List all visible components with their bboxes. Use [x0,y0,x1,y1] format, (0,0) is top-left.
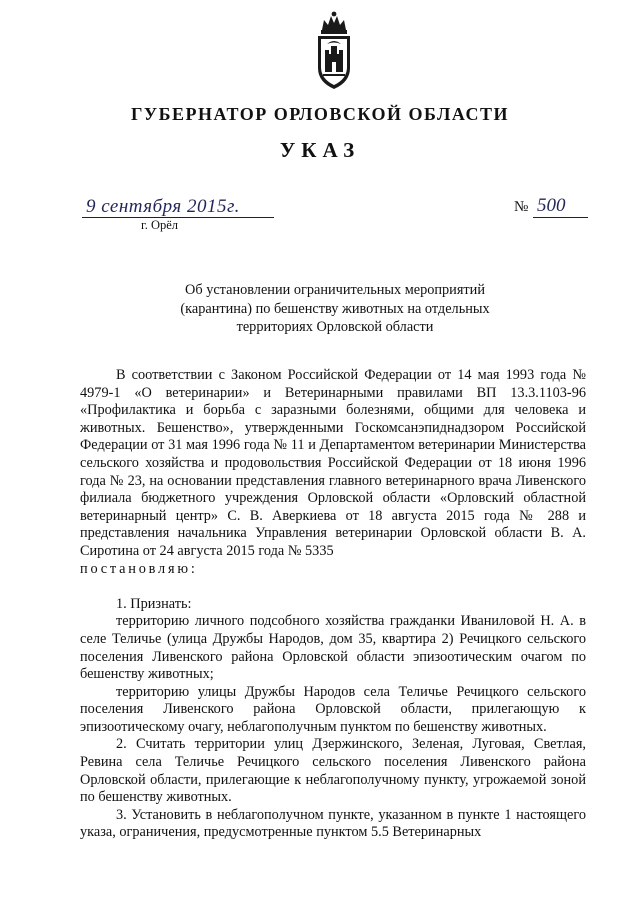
subject-line: Об установлении ограничительных мероприятий [185,282,485,298]
decree-body [80,367,586,842]
number-label: № [514,199,529,215]
handwritten-number: 500 [537,195,566,216]
coat-of-arms-emblem [309,10,359,92]
city-label: г. Орёл [141,218,179,232]
subject-line: (карантина) по бешенству животных на отдельных [180,300,490,317]
subject-line: территориях Орловской области [236,319,434,335]
item-1-title: 1. Признать: [116,595,192,612]
item-1-paragraph-a: территорию личного подсобного хозяйства гражданки Иваниловой Н. А. в селе Теличье (улица Дружбы Народов, дом 35, квартира 2) Речицкого сельского поселения Ливенского района Орловской области эпизоотическим очагом по бешенству животных; [80,613,586,683]
decree-subject [100,281,570,337]
decree-word: постановляю: [80,560,198,577]
item-3-paragraph: 3. Установить в неблагополучном пункте, указанном в пункте 1 настоящего указа, ограничения, предусмотренные пунктом 5.5 Ветеринарных [80,806,586,841]
preamble-paragraph: В соответствии с Законом Российской Федерации от 14 мая 1993 года № 4979-1 «О ветеринарии» и Ветеринарными правилами ВП 13.3.1103-96 «Профилактика и борьба с заразными болезнями, общими для человека и животных. Бешенство», утвержденными Госкомсанэпиднадзором Российской Федерации от 31 мая 1996 года № 11 и Департаментом ветеринарии Министерства сельского хозяйства и продовольствия Российской Федерации от 18 июня 1996 года № 23, на основании представления главного ветеринарного врача Ливенского филиала бюджетного учреждения Орловской области «Орловский областной ветеринарный центр» С. В. Аверкиева от 18 августа 2015 года № 288 и представления начальника Управления ветеринарии Орловской области В. А. Сиротина от 24 августа 2015 года № 5335 [80,367,586,559]
item-2-paragraph: 2. Считать территории улиц Дзержинского, Зеленая, Луговая, Светлая, Ревина села Теличье Речицкого сельского поселения Ливенского района Орловской области, прилегающие к неблагополучному пункту, угрожаемой зоной по бешенству животных. [80,736,586,806]
handwritten-date: 9 сентября 2015г. [86,196,240,217]
document-type-title: УКАЗ [279,138,361,162]
item-1-paragraph-b: территорию улицы Дружбы Народов села Теличье Речицкого сельского поселения Ливенского района Орловской области, прилегающую к эпизоотическому очагу, неблагополучным пунктом по бешенству животных. [80,683,586,735]
number-underline [533,217,588,218]
governor-title: ГУБЕРНАТОР ОРЛОВСКОЙ ОБЛАСТИ [130,104,510,124]
